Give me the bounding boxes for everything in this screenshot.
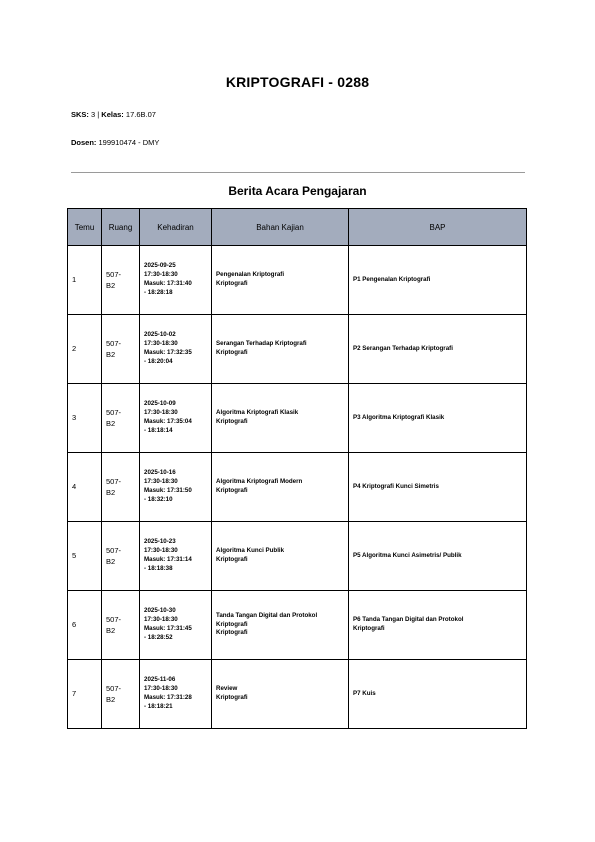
- cell-kehadiran-line: 2025-11-06: [144, 676, 176, 684]
- bap-table: [67, 208, 527, 729]
- cell-bahan-kajian-line: Kriptografi: [216, 418, 248, 425]
- cell-kehadiran-line: 2025-10-30: [144, 607, 176, 615]
- cell-ruang: [102, 315, 140, 384]
- cell-ruang-line: B2: [106, 695, 116, 704]
- cell-bap: [349, 453, 527, 522]
- cell-kehadiran-line: 17:30-18:30: [144, 547, 178, 555]
- dosen-label: Dosen:: [71, 138, 97, 147]
- cell-ruang: [102, 591, 140, 660]
- cell-kehadiran: [140, 660, 212, 729]
- cell-bahan-kajian-line: Kriptografi: [216, 694, 248, 701]
- cell-bahan-kajian-line: Algoritma Kunci Publik: [216, 547, 285, 555]
- kelas-value: 17.6B.07: [123, 110, 156, 119]
- cell-temu: 2: [68, 315, 102, 384]
- cell-bahan-kajian-line: Algoritma Kriptografi Modern: [216, 478, 303, 486]
- cell-ruang-line: 507-: [106, 338, 122, 348]
- cell-bahan-kajian-line: Kriptografi: [216, 487, 248, 494]
- cell-bahan-kajian-line: Tanda Tangan Digital dan Protokol: [216, 611, 318, 619]
- cell-bahan-kajian-line: Kriptografi: [216, 556, 248, 563]
- cell-kehadiran-line: Masuk: 17:31:14: [144, 556, 192, 563]
- cell-bap: [349, 384, 527, 453]
- kelas-label: Kelas:: [101, 110, 124, 119]
- cell-bahan-kajian-line: Review: [216, 685, 238, 693]
- cell-ruang-line: B2: [106, 281, 116, 290]
- cell-ruang-line: 507-: [106, 269, 122, 279]
- cell-kehadiran-line: 17:30-18:30: [144, 409, 178, 417]
- cell-ruang-line: 507-: [106, 614, 122, 624]
- cell-kehadiran-line: Masuk: 17:31:50: [144, 487, 192, 494]
- cell-temu: 3: [68, 384, 102, 453]
- cell-bahan-kajian-line: Kriptografi: [216, 349, 248, 356]
- cell-bahan-kajian-line: Pengenalan Kriptografi: [216, 271, 285, 279]
- cell-bap-line: P4 Kriptografi Kunci Simetris: [353, 482, 439, 490]
- cell-ruang: [102, 453, 140, 522]
- cell-temu: 7: [68, 660, 102, 729]
- cell-bap-line: P3 Algoritma Kriptografi Klasik: [353, 413, 445, 421]
- header-ruang: Ruang: [102, 209, 140, 246]
- dosen-value: 199910474 - DMY: [96, 138, 160, 147]
- cell-kehadiran: [140, 522, 212, 591]
- cell-kehadiran: [140, 384, 212, 453]
- cell-bap: [349, 522, 527, 591]
- table-header-row: [68, 209, 527, 246]
- cell-kehadiran-line: - 18:18:21: [144, 702, 173, 710]
- cell-bap-line: P2 Serangan Terhadap Kriptografi: [353, 344, 453, 352]
- cell-bap-line: P7 Kuis: [353, 689, 376, 697]
- cell-kehadiran-line: 2025-10-16: [144, 469, 176, 477]
- cell-kehadiran-line: 17:30-18:30: [144, 685, 178, 693]
- cell-kehadiran-line: 2025-09-25: [144, 262, 176, 270]
- cell-bahan-kajian: [212, 660, 349, 729]
- table-row: [68, 591, 527, 660]
- cell-ruang: [102, 660, 140, 729]
- table-row: [68, 384, 527, 453]
- header-bahan-kajian: Bahan Kajian: [212, 209, 349, 246]
- document-title: KRIPTOGRAFI - 0288: [225, 74, 370, 90]
- cell-ruang-line: B2: [106, 488, 116, 497]
- divider: [71, 172, 525, 173]
- cell-bahan-kajian: [212, 522, 349, 591]
- cell-bap: [349, 246, 527, 315]
- cell-kehadiran-line: Masuk: 17:32:35: [144, 349, 192, 356]
- cell-kehadiran-line: Masuk: 17:31:40: [144, 280, 192, 287]
- cell-bap-line: P6 Tanda Tangan Digital dan Protokol: [353, 616, 464, 624]
- cell-kehadiran: [140, 453, 212, 522]
- cell-temu: 5: [68, 522, 102, 591]
- cell-kehadiran-line: 17:30-18:30: [144, 616, 178, 624]
- cell-bap: [349, 315, 527, 384]
- cell-kehadiran-line: Masuk: 17:31:45: [144, 625, 192, 632]
- cell-kehadiran-line: - 18:32:10: [144, 495, 173, 503]
- cell-ruang-line: B2: [106, 350, 116, 359]
- cell-bahan-kajian: [212, 246, 349, 315]
- cell-kehadiran-line: - 18:20:04: [144, 357, 173, 365]
- cell-bahan-kajian: [212, 453, 349, 522]
- cell-bahan-kajian-line: Kriptografi: [216, 629, 248, 637]
- cell-kehadiran-line: - 18:18:14: [144, 426, 173, 434]
- cell-kehadiran-line: Masuk: 17:35:04: [144, 418, 192, 425]
- cell-ruang-line: B2: [106, 557, 116, 566]
- table-row: [68, 315, 527, 384]
- cell-bahan-kajian-line: Kriptografi: [216, 620, 248, 628]
- cell-temu: 1: [68, 246, 102, 315]
- cell-bap-line: P1 Pengenalan Kriptografi: [353, 275, 431, 283]
- lecturer-info-line: [71, 138, 159, 147]
- cell-kehadiran: [140, 246, 212, 315]
- header-bap: BAP: [349, 209, 527, 246]
- cell-kehadiran-line: 2025-10-02: [144, 331, 176, 339]
- cell-kehadiran-line: 17:30-18:30: [144, 271, 178, 279]
- sks-label: SKS:: [71, 110, 89, 119]
- cell-ruang: [102, 522, 140, 591]
- sks-value: 3 |: [88, 110, 102, 119]
- cell-bahan-kajian: [212, 384, 349, 453]
- cell-kehadiran-line: 2025-10-09: [144, 400, 176, 408]
- cell-temu: 6: [68, 591, 102, 660]
- cell-kehadiran-line: 2025-10-23: [144, 538, 176, 546]
- course-info-line: [71, 110, 156, 119]
- cell-kehadiran-line: 17:30-18:30: [144, 340, 178, 348]
- cell-bahan-kajian-line: Algoritma Kriptografi Klasik: [216, 409, 299, 417]
- cell-ruang-line: 507-: [106, 683, 122, 693]
- cell-bap-line: P5 Algoritma Kunci Asimetris/ Publik: [353, 551, 462, 559]
- cell-ruang-line: B2: [106, 419, 116, 428]
- cell-ruang: [102, 246, 140, 315]
- cell-kehadiran: [140, 591, 212, 660]
- cell-ruang-line: 507-: [106, 476, 122, 486]
- cell-bap-line: Kriptografi: [353, 625, 385, 632]
- cell-kehadiran: [140, 315, 212, 384]
- header-kehadiran: Kehadiran: [140, 209, 212, 246]
- cell-kehadiran-line: Masuk: 17:31:28: [144, 694, 192, 701]
- cell-kehadiran-line: - 18:28:52: [144, 633, 173, 641]
- table-row: [68, 246, 527, 315]
- cell-temu: 4: [68, 453, 102, 522]
- cell-kehadiran-line: - 18:28:18: [144, 288, 173, 296]
- cell-ruang-line: 507-: [106, 545, 122, 555]
- cell-bahan-kajian-line: Kriptografi: [216, 280, 248, 287]
- cell-bahan-kajian: [212, 315, 349, 384]
- cell-bahan-kajian-line: Serangan Terhadap Kriptografi: [216, 340, 307, 348]
- table-row: [68, 453, 527, 522]
- cell-bap: [349, 660, 527, 729]
- section-title: Berita Acara Pengajaran: [228, 184, 367, 198]
- header-temu: Temu: [68, 209, 102, 246]
- table-row: [68, 522, 527, 591]
- cell-bap: [349, 591, 527, 660]
- table-row: [68, 660, 527, 729]
- cell-bahan-kajian: [212, 591, 349, 660]
- cell-ruang-line: 507-: [106, 407, 122, 417]
- cell-ruang: [102, 384, 140, 453]
- cell-kehadiran-line: - 18:18:38: [144, 564, 173, 572]
- cell-ruang-line: B2: [106, 626, 116, 635]
- cell-kehadiran-line: 17:30-18:30: [144, 478, 178, 486]
